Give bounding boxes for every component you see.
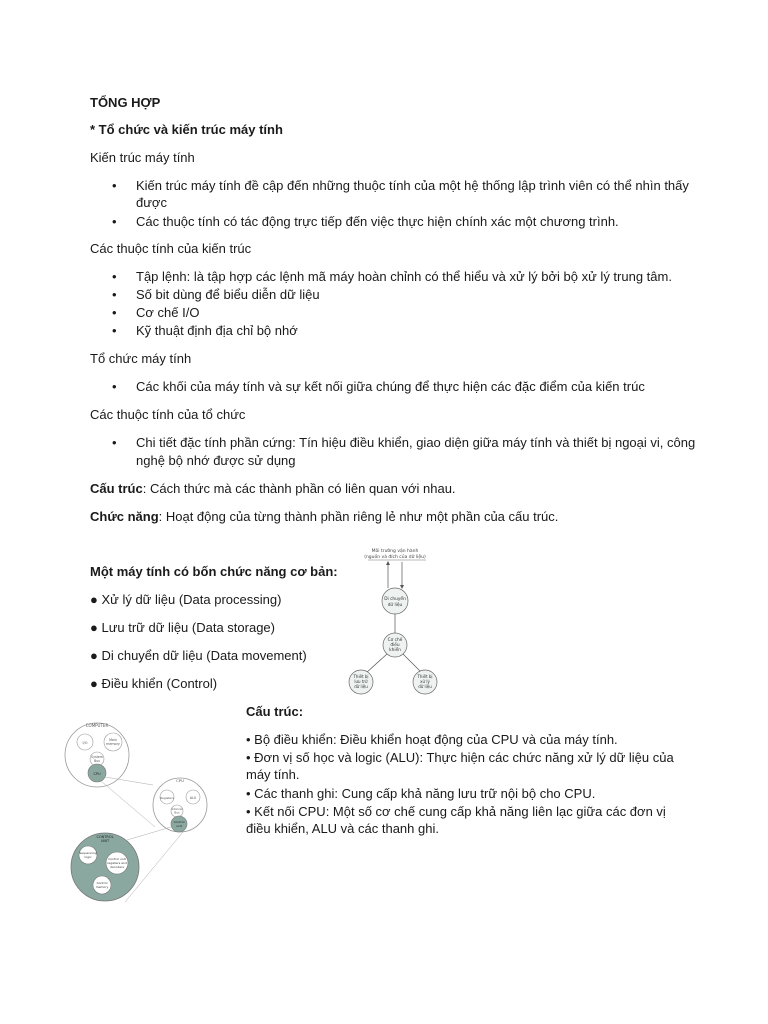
bullet-icon: • bbox=[112, 323, 117, 338]
bullet-icon: • bbox=[112, 435, 117, 450]
svg-text:điều: điều bbox=[390, 643, 400, 648]
list-item: • Tập lệnh: là tập hợp các lệnh mã máy hoàn chỉnh có thể hiểu và xử lý bởi bộ xử lý trung tâm. bbox=[112, 269, 672, 284]
structure-item: • Kết nối CPU: Một số cơ chế cung cấp khả năng liên lạc giữa các đơn vị bbox=[246, 804, 666, 819]
connector bbox=[403, 654, 422, 673]
structure-title: Cấu trúc: bbox=[246, 704, 304, 719]
section-title: * Tổ chức và kiến trúc máy tính bbox=[90, 122, 283, 137]
svg-text:Control: Control bbox=[96, 881, 108, 885]
list-item: • Các khối của máy tính và sự kết nối giữa chúng để thực hiện các đặc điểm của kiến trúc bbox=[112, 379, 645, 394]
svg-text:decoders: decoders bbox=[110, 865, 124, 869]
svg-text:dữ liệu: dữ liệu bbox=[387, 603, 403, 608]
structure-diagram bbox=[55, 715, 237, 905]
svg-text:dữ liệu: dữ liệu bbox=[418, 684, 432, 689]
doc-heading: TỔNG HỢP bbox=[90, 95, 161, 110]
svg-text:Control unit: Control unit bbox=[108, 857, 126, 861]
structure-item: • Đơn vị số học và logic (ALU): Thực hiện các chức năng xử lý dữ liệu của bbox=[246, 750, 674, 765]
svg-text:logic: logic bbox=[84, 855, 92, 859]
svg-text:Di chuyển: Di chuyển bbox=[384, 597, 406, 602]
list-item: • Kỹ thuật định địa chỉ bộ nhớ bbox=[112, 323, 298, 338]
svg-text:Registers: Registers bbox=[160, 796, 174, 800]
function-item: ● Lưu trữ dữ liệu (Data storage) bbox=[90, 620, 275, 635]
svg-text:Main: Main bbox=[109, 738, 117, 742]
svg-text:CPU: CPU bbox=[93, 772, 101, 776]
svg-text:CPU: CPU bbox=[176, 778, 184, 783]
svg-text:unit: unit bbox=[176, 824, 182, 828]
org-label: Tổ chức máy tính bbox=[90, 351, 192, 366]
svg-text:Cơ chế: Cơ chế bbox=[387, 638, 403, 643]
list-item: • Chi tiết đặc tính phần cứng: Tín hiệu điều khiển, giao diện giữa máy tính và thiết bị ngoại vi, công bbox=[112, 435, 696, 450]
function-item: ● Điều khiển (Control) bbox=[90, 676, 218, 691]
org-attrs-label: Các thuộc tính của tổ chức bbox=[90, 407, 246, 422]
structure-definition: Cấu trúc: Cách thức mà các thành phần có liên quan với nhau. bbox=[90, 481, 456, 496]
bullet-icon: • bbox=[112, 287, 117, 302]
svg-text:COMPUTER: COMPUTER bbox=[85, 723, 109, 728]
svg-text:registers and: registers and bbox=[107, 861, 127, 865]
svg-text:Bus: Bus bbox=[174, 810, 180, 815]
bullet-icon: • bbox=[112, 178, 117, 193]
structure-item: • Các thanh ghi: Cung cấp khả năng lưu trữ nội bộ cho CPU. bbox=[246, 786, 596, 801]
svg-text:Control: Control bbox=[173, 820, 185, 824]
list-item-continuation: nghệ bộ nhớ được sử dụng bbox=[136, 453, 296, 468]
list-item-continuation: được bbox=[136, 195, 167, 210]
bullet-icon: • bbox=[112, 214, 117, 229]
arrowhead-icon bbox=[386, 561, 390, 565]
zoom-line bbox=[101, 781, 155, 827]
connector bbox=[366, 654, 387, 673]
svg-text:I/O: I/O bbox=[82, 741, 88, 745]
structure-item-continuation: điều khiển, ALU và các thanh ghi. bbox=[246, 821, 439, 836]
svg-text:Thiết bị: Thiết bị bbox=[353, 674, 369, 679]
bullet-icon: • bbox=[112, 379, 117, 394]
list-item: • Các thuộc tính có tác động trực tiếp đến việc thực hiện chính xác một chương trình. bbox=[112, 214, 619, 229]
list-item: • Kiến trúc máy tính đề cập đến những thuộc tính của một hệ thống lập trình viên có thể nhìn thấy bbox=[112, 178, 689, 193]
structure-item: • Bộ điều khiển: Điều khiển hoạt động của CPU và của máy tính. bbox=[246, 732, 618, 747]
svg-text:Thiết bị: Thiết bị bbox=[417, 674, 433, 679]
svg-text:memory: memory bbox=[95, 885, 109, 889]
structure-item-continuation: máy tính. bbox=[246, 767, 300, 782]
arrowhead-icon bbox=[400, 585, 404, 589]
list-item: • Cơ chế I/O bbox=[112, 305, 200, 320]
svg-text:Sequencing: Sequencing bbox=[79, 851, 97, 855]
arch-label: Kiến trúc máy tính bbox=[90, 150, 195, 165]
function-item: ● Di chuyển dữ liệu (Data movement) bbox=[90, 648, 307, 663]
function-item: ● Xử lý dữ liệu (Data processing) bbox=[90, 592, 282, 607]
svg-text:dữ liệu: dữ liệu bbox=[354, 684, 368, 689]
functions-diagram bbox=[338, 545, 448, 700]
svg-text:memory: memory bbox=[106, 742, 120, 746]
list-item: • Số bit dùng để biểu diễn dữ liệu bbox=[112, 287, 320, 302]
arch-attrs-label: Các thuộc tính của kiến trúc bbox=[90, 241, 252, 256]
svg-text:ALU: ALU bbox=[189, 796, 197, 800]
svg-text:lưu trữ: lưu trữ bbox=[354, 679, 368, 684]
svg-text:xử lý: xử lý bbox=[420, 679, 430, 684]
bullet-icon: • bbox=[112, 269, 117, 284]
zoom-line bbox=[127, 827, 171, 840]
svg-text:khiển: khiển bbox=[389, 648, 401, 653]
bullet-icon: • bbox=[112, 305, 117, 320]
function-definition: Chức năng: Hoạt động của từng thành phần riêng lẻ như một phần của cấu trúc. bbox=[90, 509, 559, 524]
four-functions-title: Một máy tính có bốn chức năng cơ bản: bbox=[90, 564, 338, 579]
diagram-top-label-sub: (nguồn và đích của dữ liệu) bbox=[364, 555, 426, 560]
diagram-top-label: Môi trường vận hành bbox=[371, 549, 419, 554]
svg-text:Internal: Internal bbox=[171, 807, 183, 811]
svg-text:CONTROL: CONTROL bbox=[96, 835, 114, 839]
svg-text:System: System bbox=[91, 755, 103, 759]
svg-text:UNIT: UNIT bbox=[100, 839, 110, 843]
svg-text:Bus: Bus bbox=[94, 759, 100, 763]
